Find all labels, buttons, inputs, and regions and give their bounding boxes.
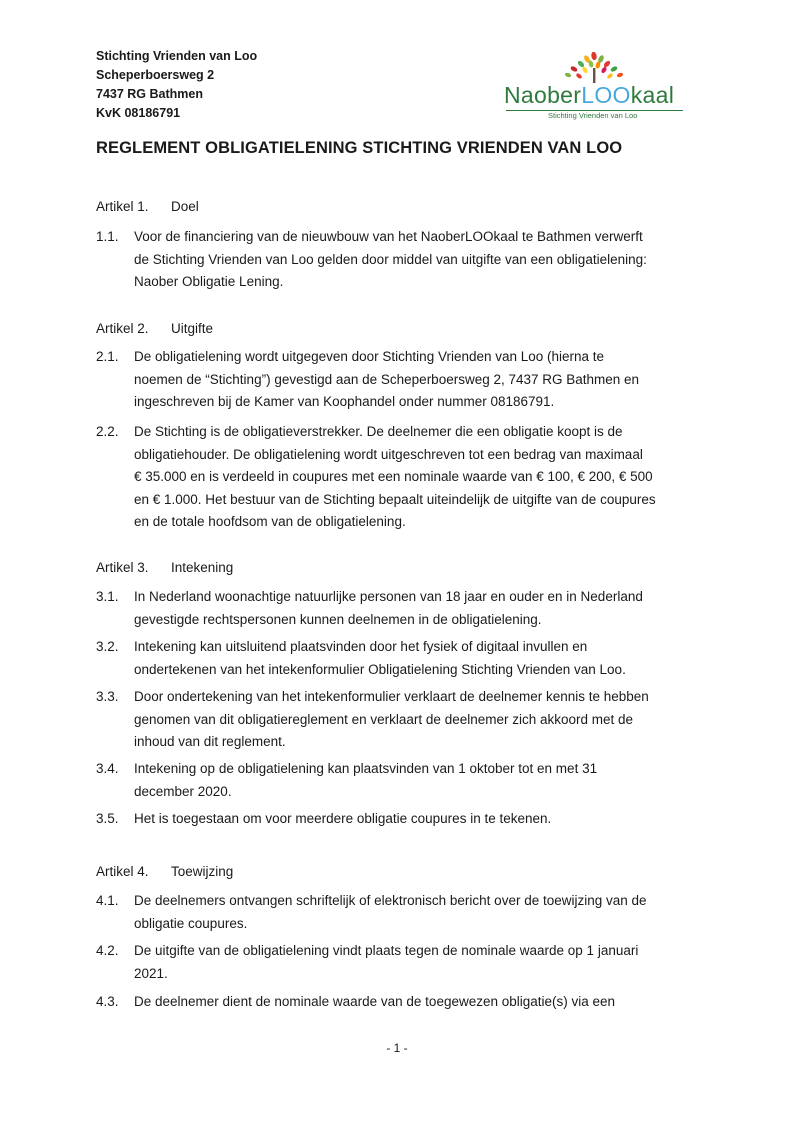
article-title: Uitgifte bbox=[171, 321, 214, 336]
clause-4-2 bbox=[96, 940, 706, 985]
article-number: Artikel 2. bbox=[96, 321, 149, 336]
clause-number: 2.2. bbox=[96, 424, 119, 439]
clause-2-2 bbox=[96, 421, 706, 534]
clause-text: Intekening kan uitsluitend plaatsvinden door het fysiek of digitaal invullen en ondertekenen van het intekenformulier Obligatielening Stichting Vrienden van Loo. bbox=[134, 639, 626, 677]
article-1-heading bbox=[96, 199, 199, 214]
organization-address bbox=[96, 47, 257, 123]
org-postal-city: 7437 RG Bathmen bbox=[96, 87, 203, 101]
clause-text: De uitgifte van de obligatielening vindt plaats tegen de nominale waarde op 1 januari 2021. bbox=[134, 943, 639, 981]
article-2-heading bbox=[96, 321, 213, 336]
clause-text: Door ondertekening van het intekenformulier verklaart de deelnemer kennis te hebben genomen van dit obligatiereglement en verklaart de deelnemer zich akkoord met de inhoud van dit reglement. bbox=[134, 689, 649, 749]
article-4-heading bbox=[96, 864, 233, 879]
article-3-heading bbox=[96, 560, 233, 575]
clause-2-1 bbox=[96, 346, 706, 414]
clause-3-3 bbox=[96, 686, 706, 754]
clause-text: De deelnemer dient de nominale waarde van de toegewezen obligatie(s) via een bbox=[134, 994, 616, 1009]
clause-number: 4.3. bbox=[96, 994, 119, 1009]
org-name: Stichting Vrienden van Loo bbox=[96, 49, 258, 63]
org-kvk: KvK 08186791 bbox=[96, 106, 181, 120]
article-title: Toewijzing bbox=[171, 864, 234, 879]
article-number: Artikel 1. bbox=[96, 199, 149, 214]
article-number: Artikel 3. bbox=[96, 560, 149, 575]
clause-number: 3.1. bbox=[96, 589, 119, 604]
clause-text: De Stichting is de obligatieverstrekker. De deelnemer die een obligatie koopt is de obligatiehouder. De obligatielening wordt uitgeschreven tot een bedrag van maximaal € 35.000 en is verdeeld in coupures met een nominale waarde van € 100, € 200, € 500 en € 1.000. Het bestuur van de Stichting bepaalt uiteindelijk de uitgifte van de coupures en de totale hoofdsom van de obligatielening. bbox=[134, 424, 656, 529]
clause-number: 3.3. bbox=[96, 689, 119, 704]
article-title: Doel bbox=[171, 199, 199, 214]
clause-number: 2.1. bbox=[96, 349, 119, 364]
clause-number: 3.5. bbox=[96, 811, 119, 826]
clause-3-4 bbox=[96, 758, 706, 803]
clause-text: De obligatielening wordt uitgegeven door Stichting Vrienden van Loo (hierna te noemen de “Stichting”) gevestigd aan de Scheperboersweg 2, 7437 RG Bathmen en ingeschreven bij de Kamer van Koophandel onder nummer 08186791. bbox=[134, 349, 640, 409]
clause-4-1 bbox=[96, 890, 706, 935]
clause-3-1 bbox=[96, 586, 706, 631]
article-title: Intekening bbox=[171, 560, 234, 575]
logo-subtitle: Stichting Vrienden van Loo bbox=[548, 111, 638, 120]
clause-number: 4.1. bbox=[96, 893, 119, 908]
logo-wordmark bbox=[504, 82, 674, 108]
clause-number: 4.2. bbox=[96, 943, 119, 958]
clause-3-2 bbox=[96, 636, 706, 681]
logo-part-naober: Naober bbox=[504, 82, 582, 108]
clause-4-3 bbox=[96, 991, 706, 1014]
clause-text: In Nederland woonachtige natuurlijke personen van 18 jaar en ouder en in Nederland gevestigde rechtspersonen kunnen deelnemen in de obligatielening. bbox=[134, 589, 643, 627]
clause-text: Intekening op de obligatielening kan plaatsvinden van 1 oktober tot en met 31 december 2020. bbox=[134, 761, 598, 799]
clause-number: 1.1. bbox=[96, 229, 119, 244]
logo-part-kaal: kaal bbox=[630, 82, 675, 108]
clause-3-5 bbox=[96, 808, 706, 831]
naoberlookaal-logo bbox=[500, 52, 690, 124]
clause-text: De deelnemers ontvangen schriftelijk of elektronisch bericht over de toewijzing van de obligatie coupures. bbox=[134, 893, 647, 931]
clause-text: Het is toegestaan om voor meerdere obligatie coupures in te tekenen. bbox=[134, 811, 552, 826]
article-number: Artikel 4. bbox=[96, 864, 149, 879]
clause-1-1 bbox=[96, 226, 706, 294]
clause-number: 3.2. bbox=[96, 639, 119, 654]
org-street: Scheperboersweg 2 bbox=[96, 68, 215, 82]
clause-text: Voor de financiering van de nieuwbouw van het NaoberLOOkaal te Bathmen verwerft de Stichting Vrienden van Loo gelden door middel van uitgifte van een obligatielening: Naober Obligatie Lening. bbox=[134, 229, 647, 289]
clause-number: 3.4. bbox=[96, 761, 119, 776]
page-number: - 1 - bbox=[386, 1041, 408, 1055]
document-title: REGLEMENT OBLIGATIELENING STICHTING VRIENDEN VAN LOO bbox=[96, 139, 623, 157]
tree-leaves-icon bbox=[554, 52, 634, 84]
logo-part-loo: LOO bbox=[581, 82, 631, 108]
